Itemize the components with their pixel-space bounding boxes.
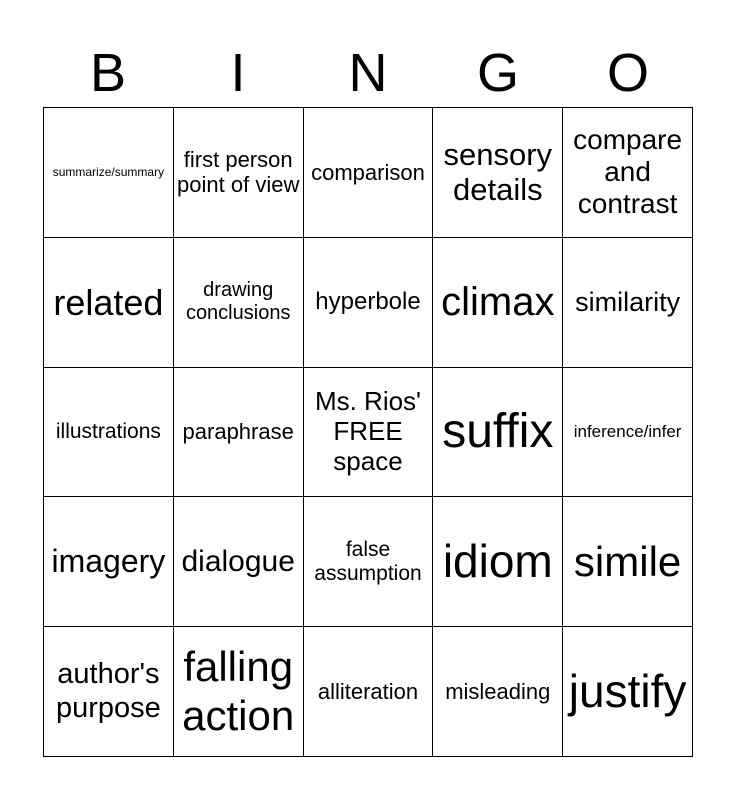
bingo-cell[interactable] [44,368,174,498]
bingo-cell-text: comparison [311,159,425,185]
bingo-cell-text: suffix [442,405,554,459]
bingo-cell[interactable] [174,627,304,757]
bingo-cell-text: sensory details [443,136,553,208]
bingo-cell[interactable] [433,238,563,368]
bingo-cell-text: justify [568,665,687,718]
bingo-cell-text: idiom [442,535,553,588]
bingo-cell[interactable] [44,238,174,368]
bingo-cell[interactable] [174,368,304,498]
bingo-cell[interactable] [433,497,563,627]
bingo-card-grid [43,107,693,757]
bingo-cell-text: false assumption [314,537,422,585]
bingo-cell[interactable] [174,108,304,238]
bingo-cell[interactable] [44,497,174,627]
bingo-cell-text: misleading [445,678,551,704]
header-letter-i: I [230,43,246,103]
bingo-cell-text: imagery [51,543,166,580]
bingo-cell-text: paraphrase [182,419,294,445]
header-letter-g: G [476,43,519,103]
bingo-cell-text: falling action [182,643,295,739]
bingo-cell-text: illustrations [55,419,161,443]
bingo-cell-text: first person point of view [177,147,300,198]
bingo-cell-text: related [53,281,164,323]
bingo-cell[interactable] [304,497,434,627]
bingo-cell-text: simile [573,537,682,585]
bingo-cell[interactable] [563,497,693,627]
bingo-cell-text: similarity [575,286,681,317]
bingo-cell-text: Ms. Rios' FREE space [314,386,422,476]
bingo-cell[interactable] [304,238,434,368]
bingo-cell[interactable] [174,497,304,627]
bingo-cell-text: dialogue [181,544,295,578]
bingo-cell[interactable] [174,238,304,368]
bingo-cell[interactable] [304,627,434,757]
bingo-cell[interactable] [433,108,563,238]
bingo-cell-text: inference/infer [573,422,682,442]
bingo-cell[interactable] [304,108,434,238]
bingo-cell[interactable] [433,627,563,757]
bingo-cell-text: hyperbole [315,288,421,316]
bingo-cell[interactable] [44,108,174,238]
bingo-cell-text: alliteration [317,678,419,704]
header-letter-b: B [89,43,127,103]
bingo-cell[interactable] [563,368,693,498]
bingo-cell-text: drawing conclusions [185,279,291,325]
bingo-cell[interactable] [563,627,693,757]
bingo-cell-text: compare and contrast [573,124,683,220]
bingo-cell[interactable] [563,108,693,238]
bingo-cell-text: summarize/summary [52,164,165,179]
bingo-cell-text: climax [441,280,555,325]
bingo-cell[interactable] [563,238,693,368]
bingo-header [43,40,693,106]
header-letter-n: N [348,43,388,103]
bingo-cell[interactable] [433,368,563,498]
bingo-cell[interactable] [44,627,174,757]
header-letter-o: O [606,43,649,103]
bingo-cell-text: author's purpose [55,658,161,724]
bingo-cell[interactable] [304,368,434,498]
